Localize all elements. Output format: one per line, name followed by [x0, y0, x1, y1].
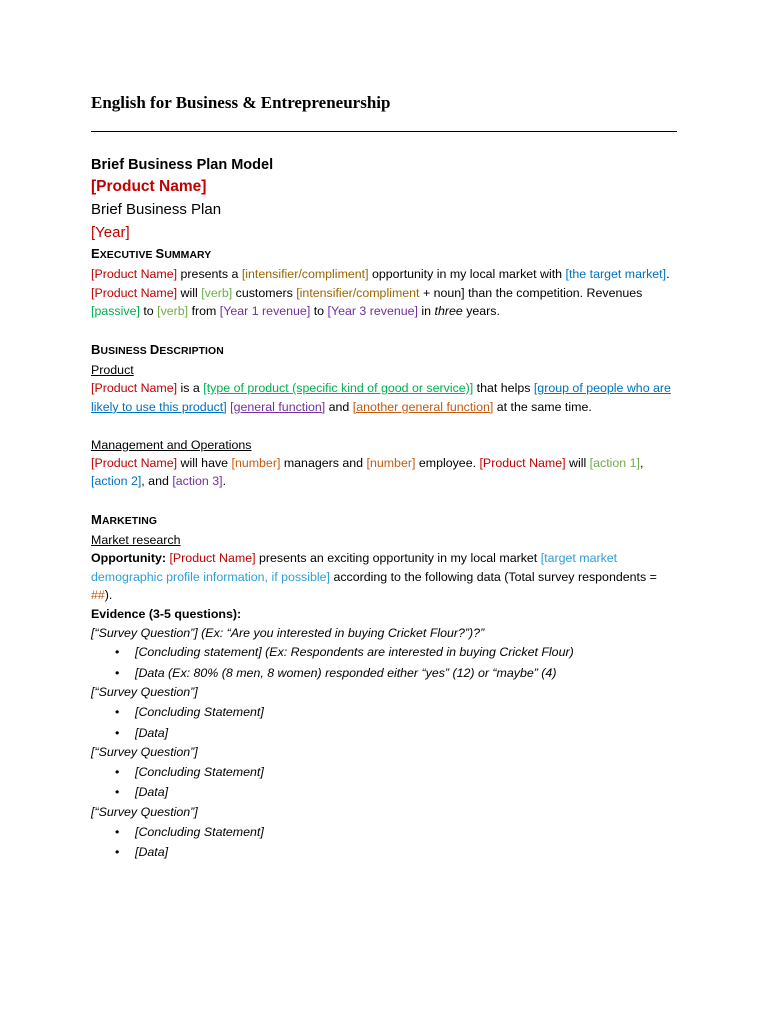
management-operations-subheading: Management and Operations: [91, 437, 252, 452]
product-paragraph: [Product Name] is a [type of product (specific kind of good or service)] that helps [group of people who are likely to use this product] [general function] and [another general function] at the same time.: [91, 381, 671, 414]
survey-answer-list: [91, 642, 681, 683]
document-title: English for Business & Entrepreneurship: [91, 93, 391, 112]
title-divider: [91, 131, 677, 132]
survey-question: [“Survey Question”] (Ex: “Are you interested in buying Cricket Flour?”)?”: [91, 625, 485, 640]
plan-model-title: Brief Business Plan Model: [91, 157, 274, 173]
bullet-icon: •: [115, 665, 120, 680]
survey-answer-list: [91, 822, 681, 863]
bullet-icon: •: [115, 645, 120, 660]
bullet-icon: •: [115, 824, 120, 839]
survey-answer-list: [91, 702, 681, 743]
plan-year: [Year]: [91, 224, 130, 241]
survey-question: [“Survey Question”]: [91, 804, 198, 819]
list-item: • [Data]: [91, 723, 681, 744]
list-item: • [Concluding Statement]: [91, 762, 681, 783]
document-body: [91, 154, 681, 863]
plan-subtitle: Brief Business Plan: [91, 201, 222, 218]
list-item: • [Concluding statement] (Ex: Respondents are interested in buying Cricket Flour): [91, 642, 681, 663]
product-subheading: Product: [91, 363, 134, 378]
survey-question: [“Survey Question”]: [91, 745, 198, 760]
marketing-heading: MARKETING: [91, 511, 157, 527]
list-item: • [Data (Ex: 80% (8 men, 8 women) responded either “yes” (12) or “maybe” (4): [91, 663, 681, 684]
list-item: • [Data]: [91, 782, 681, 803]
evidence-label: Evidence (3-5 questions):: [91, 607, 242, 622]
bullet-icon: •: [115, 705, 120, 720]
bullet-icon: •: [115, 845, 120, 860]
survey-answer-list: [91, 762, 681, 803]
document-page: [91, 0, 681, 1024]
bullet-icon: •: [115, 785, 120, 800]
executive-summary-heading: EXECUTIVE SUMMARY: [91, 246, 212, 261]
list-item: • [Concluding Statement]: [91, 822, 681, 843]
list-item: • [Concluding Statement]: [91, 702, 681, 723]
management-paragraph: [Product Name] will have [number] managers and [number] employee. [Product Name] will [action 1], [action 2], and [action 3].: [91, 455, 644, 489]
executive-summary-paragraph: [Product Name] presents a [intensifier/compliment] opportunity in my local market with [the target market]. [Product Name] will [verb] customers [intensifier/compliment + noun] than the competition. Revenues [passive] to [verb] from [Year 1 revenue] to [Year 3 revenue] in three years.: [91, 267, 670, 319]
bullet-icon: •: [115, 725, 120, 740]
bullet-icon: •: [115, 764, 120, 779]
product-name-heading: [Product Name]: [91, 178, 207, 195]
survey-question: [“Survey Question”]: [91, 685, 198, 700]
opportunity-paragraph: Opportunity: [Product Name] presents an exciting opportunity in my local market [target market demographic profile information, if possible] according to the following data (Total survey respondents = ##).: [91, 550, 657, 603]
market-research-subheading: Market research: [91, 532, 181, 547]
list-item: • [Data]: [91, 842, 681, 863]
business-description-heading: BUSINESS DESCRIPTION: [91, 342, 224, 358]
